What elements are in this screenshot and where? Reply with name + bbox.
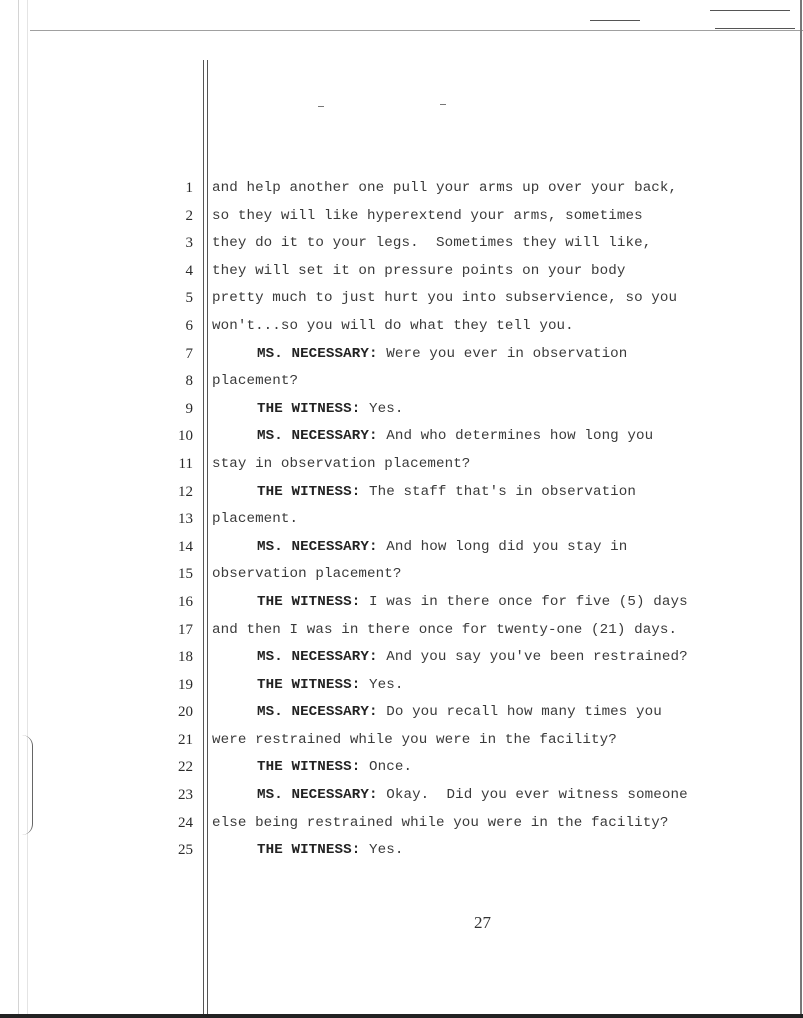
transcript-line <box>0 451 803 479</box>
line-number: 13 <box>178 511 193 528</box>
line-number: 25 <box>178 842 193 859</box>
line-number: 3 <box>185 235 193 252</box>
page-number: 27 <box>474 913 491 932</box>
speaker-label: MS. NECESSARY: <box>257 649 378 666</box>
line-text <box>212 837 803 865</box>
scan-artifact-top-line <box>30 30 803 31</box>
line-text <box>212 175 787 203</box>
line-text <box>212 672 803 700</box>
transcript-line <box>0 230 803 258</box>
scan-artifact-dash <box>440 104 446 105</box>
transcript-line <box>0 341 803 369</box>
line-text <box>212 589 803 617</box>
scan-artifact-mark <box>710 10 790 11</box>
line-number: 10 <box>178 428 193 445</box>
line-number: 1 <box>185 180 193 196</box>
transcript-line <box>0 534 803 562</box>
line-text <box>212 727 787 755</box>
line-number: 11 <box>178 455 193 472</box>
line-text <box>212 782 803 810</box>
spoken-text: Yes. <box>360 400 404 417</box>
transcript-line <box>0 285 803 313</box>
line-number: 24 <box>178 814 193 831</box>
scan-artifact-mark <box>590 20 640 21</box>
speaker-label: THE WITNESS: <box>257 593 361 610</box>
line-number: 15 <box>178 566 193 583</box>
spoken-text: pretty much to just hurt you into subservience, so you <box>212 290 678 307</box>
spoken-text: I was in there once for five (5) days <box>360 593 688 610</box>
line-text <box>212 341 803 369</box>
line-text <box>212 423 803 451</box>
speaker-label: MS. NECESSARY: <box>257 704 378 721</box>
line-text <box>212 534 803 562</box>
spoken-text: placement? <box>212 373 299 390</box>
line-text <box>212 285 787 313</box>
transcript-line <box>0 754 803 782</box>
line-number: 18 <box>178 649 193 666</box>
spoken-text: The staff that's in observation <box>360 483 637 500</box>
line-text <box>212 617 787 645</box>
line-text <box>212 230 787 258</box>
line-number: 5 <box>185 290 193 307</box>
spoken-text: stay in observation placement? <box>212 455 471 472</box>
line-text <box>212 506 787 534</box>
speaker-label: THE WITNESS: <box>257 759 361 776</box>
spoken-text: Do you recall how many times you <box>377 704 662 721</box>
spoken-text: Were you ever in observation <box>377 345 628 362</box>
scan-artifact-mark <box>715 28 795 29</box>
spoken-text: else being restrained while you were in the facility? <box>212 814 669 831</box>
line-text <box>212 754 803 782</box>
spoken-text: and then I was in there once for twenty-one (21) days. <box>212 621 678 638</box>
line-number: 9 <box>185 400 193 417</box>
transcript-line <box>0 589 803 617</box>
transcript-line <box>0 203 803 231</box>
spoken-text: And you say you've been restrained? <box>377 649 688 666</box>
line-text <box>212 396 803 424</box>
spoken-text: won't...so you will do what they tell you. <box>212 317 574 334</box>
spoken-text: Once. <box>360 759 413 776</box>
scan-artifact-bottom-edge <box>0 1014 803 1018</box>
speaker-label: MS. NECESSARY: <box>257 428 378 445</box>
spoken-text: and help another one pull your arms up over your back, <box>212 180 678 196</box>
transcript-line <box>0 782 803 810</box>
line-text <box>212 313 787 341</box>
spoken-text: placement. <box>212 511 299 528</box>
line-number: 7 <box>185 345 193 362</box>
transcript-line <box>0 561 803 589</box>
scan-artifact-dash <box>318 106 324 107</box>
transcript-line <box>0 396 803 424</box>
line-number: 21 <box>178 731 193 748</box>
line-number: 20 <box>178 704 193 721</box>
line-text <box>212 203 787 231</box>
line-number: 12 <box>178 483 193 500</box>
speaker-label: THE WITNESS: <box>257 483 361 500</box>
transcript-line <box>0 644 803 672</box>
line-text <box>212 479 803 507</box>
transcript-line <box>0 727 803 755</box>
line-text <box>212 810 787 838</box>
spoken-text: so they will like hyperextend your arms, sometimes <box>212 207 643 224</box>
spoken-text: were restrained while you were in the facility? <box>212 731 617 748</box>
line-number: 2 <box>185 207 193 224</box>
spoken-text: Yes. <box>360 676 404 693</box>
transcript-line <box>0 837 803 865</box>
line-text <box>212 699 803 727</box>
line-text <box>212 451 787 479</box>
line-number: 4 <box>185 262 193 279</box>
transcript-line <box>0 699 803 727</box>
speaker-label: THE WITNESS: <box>257 842 361 859</box>
speaker-label: THE WITNESS: <box>257 400 361 417</box>
line-number: 8 <box>185 373 193 390</box>
speaker-label: MS. NECESSARY: <box>257 345 378 362</box>
spoken-text: they do it to your legs. Sometimes they will like, <box>212 235 652 252</box>
transcript-line <box>0 506 803 534</box>
line-text <box>212 258 787 286</box>
spoken-text: they will set it on pressure points on your body <box>212 262 626 279</box>
spoken-text: observation placement? <box>212 566 402 583</box>
transcript-lines <box>0 175 803 865</box>
transcript-line <box>0 313 803 341</box>
spoken-text: And how long did you stay in <box>377 538 628 555</box>
speaker-label: MS. NECESSARY: <box>257 538 378 555</box>
transcript-line <box>0 175 803 203</box>
transcript-line <box>0 423 803 451</box>
line-number: 22 <box>178 759 193 776</box>
line-number: 6 <box>185 317 193 334</box>
line-number: 14 <box>178 538 193 555</box>
transcript-line <box>0 810 803 838</box>
line-text <box>212 561 787 589</box>
line-text <box>212 368 787 396</box>
line-number: 17 <box>178 621 193 638</box>
transcript-line <box>0 258 803 286</box>
spoken-text: Yes. <box>360 842 404 859</box>
transcript-line <box>0 368 803 396</box>
line-number: 19 <box>178 676 193 693</box>
line-number: 16 <box>178 593 193 610</box>
line-number: 23 <box>178 787 193 804</box>
speaker-label: MS. NECESSARY: <box>257 787 378 804</box>
transcript-line <box>0 672 803 700</box>
transcript-line <box>0 479 803 507</box>
transcript-line <box>0 617 803 645</box>
spoken-text: And who determines how long you <box>377 428 654 445</box>
spoken-text: Okay. Did you ever witness someone <box>377 787 688 804</box>
speaker-label: THE WITNESS: <box>257 676 361 693</box>
line-text <box>212 644 803 672</box>
